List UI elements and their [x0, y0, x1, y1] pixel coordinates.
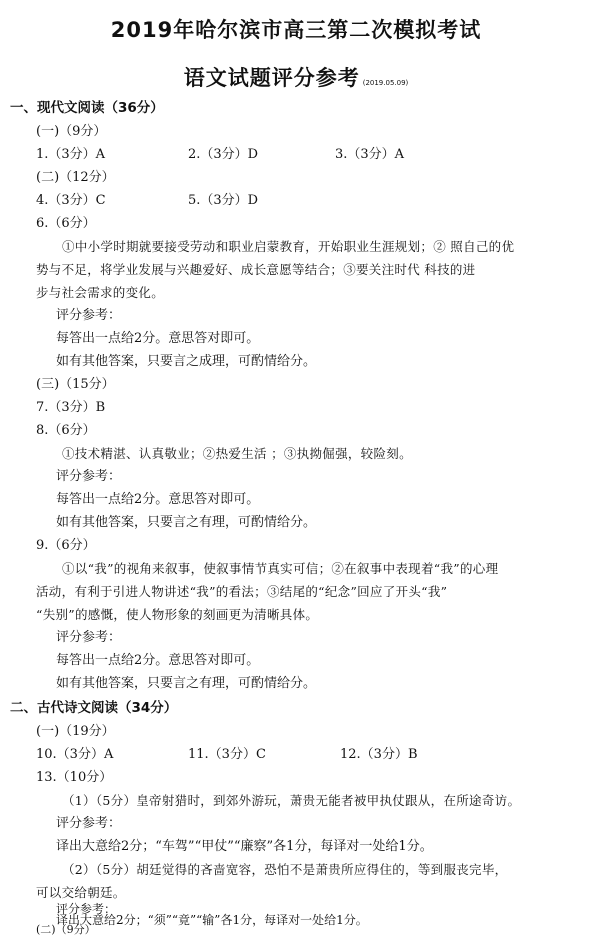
answer-4: 4.（3分）C — [36, 193, 106, 208]
q13-item-2-line-1: （2）（5分）胡廷觉得的吝啬宽容，恐怕不是萧贵所应得住的，等到服丧完毕， — [62, 862, 508, 877]
q13-item-1: （1）（5分）皇帝射猎时，到郊外游玩，萧贵无能者被甲执仗跟从，在所途奇访。 — [62, 793, 521, 808]
section-1-heading: 一、现代文阅读（36分） — [10, 100, 164, 116]
q13-ref-2-label: 评分参考： — [56, 902, 117, 916]
q6-line-2: 势与不足，将学业发展与兴趣爱好、成长意愿等结合；③要关注时代 科技的进 — [36, 262, 476, 277]
document-date: (2019.05.09) — [362, 79, 409, 87]
answer-12: 12.（3分）B — [340, 747, 418, 762]
q9-ref-label: 评分参考： — [56, 630, 122, 645]
part-3-heading: (三)（15分） — [36, 377, 115, 392]
q9-ref-line-1: 每答出一点给2分。意思答对即可。 — [56, 653, 260, 668]
q6-line-3: 步与社会需求的变化。 — [36, 285, 165, 300]
part-2-2-heading: (二)（9分） — [36, 923, 96, 936]
q6-ref-line-2: 如有其他答案，只要言之成理，可酌情给分。 — [56, 354, 317, 369]
q9-ref-line-2: 如有其他答案，只要言之有理，可酌情给分。 — [56, 676, 317, 691]
q6-label: 6.（6分） — [36, 216, 96, 231]
q9-line-2: 活动，有利于引进人物讲述“我”的看法；③结尾的“纪念”回应了开头“我” — [36, 584, 448, 599]
q13-ref-2: 译出大意给2分；“须”“竟”“输”各1分，每译对一处给1分。 — [56, 913, 368, 927]
q6-ref-label: 评分参考： — [56, 308, 122, 323]
q6-ref-line-1: 每答出一点给2分。意思答对即可。 — [56, 331, 260, 346]
document-title: 2019年哈尔滨市高三第二次模拟考试 — [110, 18, 482, 42]
q13-item-2-line-2: 可以交给朝廷。 — [36, 885, 126, 900]
document-subtitle — [0, 62, 592, 92]
q8-line: ①技术精湛、认真敬业；②热爱生活 ；③执拗倔强，较险刻。 — [62, 446, 412, 461]
section-2-heading: 二、古代诗文阅读（34分） — [10, 700, 178, 716]
q8-ref-label: 评分参考： — [56, 469, 122, 484]
q8-ref-line-2: 如有其他答案，只要言之有理，可酌情给分。 — [56, 515, 317, 530]
answer-2: 2.（3分）D — [188, 147, 259, 162]
answer-10: 10.（3分）A — [36, 747, 114, 762]
q8-label: 8.（6分） — [36, 423, 96, 438]
part-1-heading: (一)（9分） — [36, 124, 107, 139]
answer-5: 5.（3分）D — [188, 193, 259, 208]
part-2-1-heading: (一)（19分） — [36, 724, 115, 739]
answer-3: 3.（3分）A — [335, 147, 405, 162]
q13-ref-1: 译出大意给2分；“车驾”“甲仗”“廉察”各1分，每译对一处给1分。 — [56, 839, 433, 854]
q9-line-1: ①以“我”的视角来叙事，使叙事情节真实可信；②在叙事中表现着“我”的心理 — [62, 561, 499, 576]
q13-ref-1-label: 评分参考： — [56, 816, 122, 831]
subtitle-text: 语文试题评分参考 — [183, 66, 360, 90]
q9-label: 9.（6分） — [36, 538, 96, 553]
q8-ref-line-1: 每答出一点给2分。意思答对即可。 — [56, 492, 260, 507]
q9-line-3: “失别”的感慨，使人物形象的刻画更为清晰具体。 — [36, 607, 319, 622]
answer-7: 7.（3分）B — [36, 400, 106, 415]
q6-line-1: ①中小学时期就要接受劳动和职业启蒙教育，开始职业生涯规划；② 照自己的优 — [62, 239, 515, 254]
part-2-heading: (二)（12分） — [36, 170, 115, 185]
q13-label: 13.（10分） — [36, 770, 113, 785]
answer-1: 1.（3分）A — [36, 147, 106, 162]
answer-11: 11.（3分）C — [188, 747, 266, 762]
